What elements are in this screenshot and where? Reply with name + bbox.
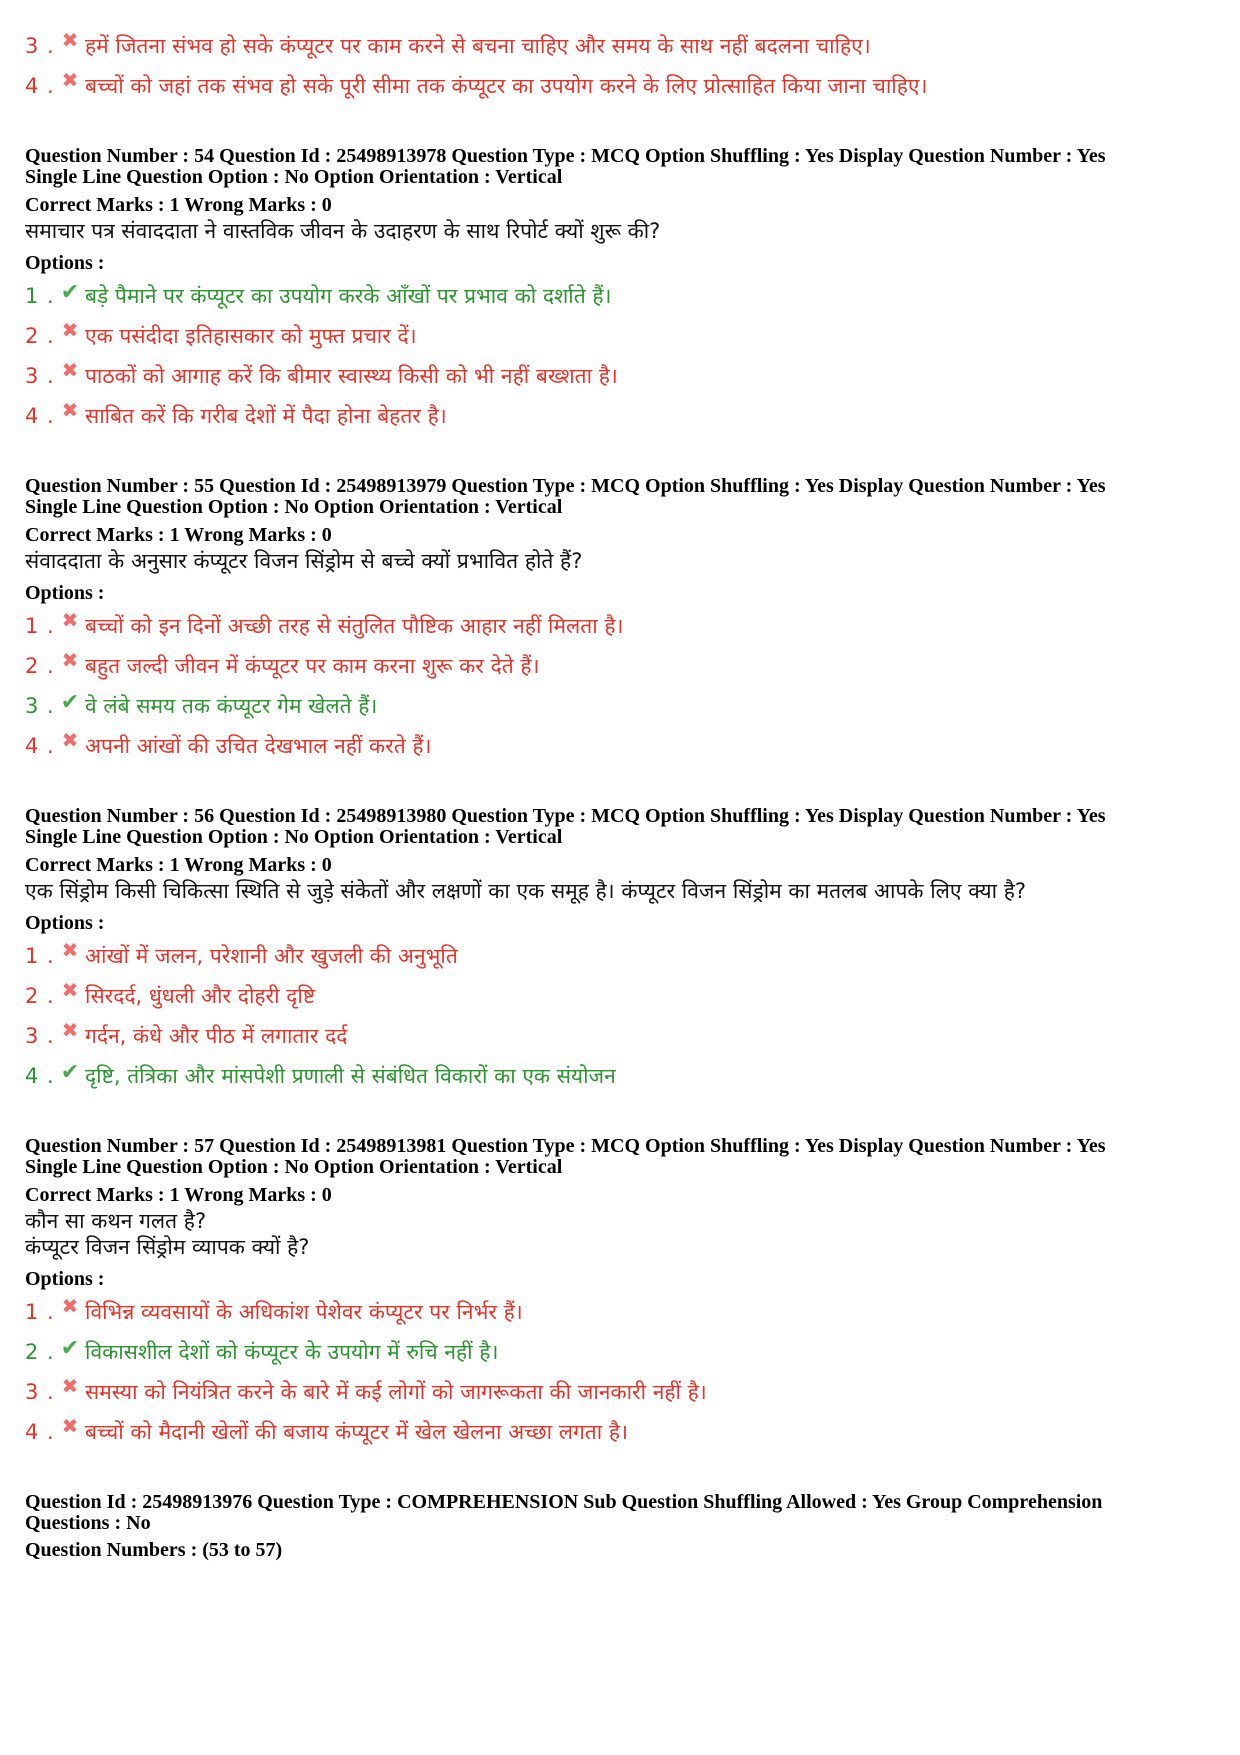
option-text: पाठकों को आगाह करें कि बीमार स्वास्थ्य किसी को भी नहीं बख्शता है। (85, 364, 618, 388)
marks-info: Correct Marks : 1 Wrong Marks : 0 (25, 524, 332, 546)
option-item: 4 . ✔ दृष्टि, तंत्रिका और मांसपेशी प्रणाली से संबंधित विकारों का एक संयोजन (25, 1059, 616, 1088)
meta-line: Single Line Question Option : No Option Orientation : Vertical (25, 496, 563, 518)
option-number: 3 (25, 1024, 39, 1048)
cross-icon: ✖ (61, 938, 79, 962)
check-icon: ✔ (60, 279, 80, 305)
option-item: 4 . ✖ बच्चों को मैदानी खेलों की बजाय कंप्यूटर में खेल खेलना अच्छा लगता है। (25, 1414, 629, 1444)
meta-line: Question Number : 54 Question Id : 25498913978 Question Type : MCQ Option Shuffling : Yes Display Question Number : Yes (25, 145, 1106, 167)
option-number: 2 (25, 1340, 39, 1364)
cross-icon: ✖ (61, 1294, 79, 1318)
cross-icon: ✖ (61, 1018, 79, 1042)
option-item: 1 . ✖ विभिन्न व्यवसायों के अधिकांश पेशेवर कंप्यूटर पर निर्भर हैं। (25, 1294, 523, 1324)
option-text: विकासशील देशों को कंप्यूटर के उपयोग में रुचि नहीं है। (85, 1340, 499, 1364)
cross-icon: ✖ (61, 978, 79, 1002)
question-meta (25, 1136, 1215, 1178)
option-item: 1 . ✖ आंखों में जलन, परेशानी और खुजली की अनुभूति (25, 938, 458, 968)
option-number: 4 (25, 404, 39, 428)
cross-icon: ✖ (61, 1414, 79, 1438)
option-number: 3 (25, 364, 39, 388)
option-text: एक पसंदीदा इतिहासकार को मुफ्त प्रचार दें। (85, 324, 417, 348)
option-text: बहुत जल्दी जीवन में कंप्यूटर पर काम करना शुरू कर देते हैं। (85, 654, 540, 678)
question-line: कौन सा कथन गलत है? (25, 1209, 207, 1233)
question-line: एक सिंड्रोम किसी चिकित्सा स्थिति से जुड़े संकेतों और लक्षणों का एक समूह है। कंप्यूटर विजन सिंड्रोम का मतलब आपके लिए क्या है? (25, 879, 1027, 903)
option-text: विभिन्न व्यवसायों के अधिकांश पेशेवर कंप्यूटर पर निर्भर हैं। (85, 1300, 523, 1324)
option-number: 3 (25, 694, 39, 718)
question-text (25, 1208, 1215, 1260)
question-text (25, 548, 1215, 574)
option-number: 1 (25, 944, 39, 968)
question-line: समाचार पत्र संवाददाता ने वास्तविक जीवन के उदाहरण के साथ रिपोर्ट क्यों शुरू की? (25, 219, 661, 243)
option-number: 2 (25, 324, 39, 348)
options-label: Options : (25, 252, 105, 274)
option-number: 2 (25, 984, 39, 1008)
option-text: समस्या को नियंत्रित करने के बारे में कई लोगों को जागरूकता की जानकारी नहीं है। (85, 1380, 707, 1404)
meta-line: Single Line Question Option : No Option Orientation : Vertical (25, 826, 563, 848)
cross-icon: ✖ (61, 358, 79, 382)
check-icon: ✔ (60, 1335, 80, 1361)
question-paper (25, 26, 1215, 1561)
option-item: 2 . ✔ विकासशील देशों को कंप्यूटर के उपयोग में रुचि नहीं है। (25, 1335, 499, 1364)
comprehension-line: Question Id : 25498913976 Question Type : COMPREHENSION Sub Question Shuffling Allowed : Yes Group Comprehension (25, 1491, 1103, 1513)
option-number: 3 (25, 34, 39, 58)
cross-icon: ✖ (61, 608, 79, 632)
meta-line: Single Line Question Option : No Option Orientation : Vertical (25, 166, 563, 188)
top-options (25, 26, 1215, 106)
check-icon: ✔ (60, 689, 80, 715)
options-label: Options : (25, 912, 105, 934)
question-block (25, 146, 1215, 436)
marks-info: Correct Marks : 1 Wrong Marks : 0 (25, 1184, 332, 1206)
option-item: 3 . ✖ हमें जितना संभव हो सके कंप्यूटर पर काम करने से बचना चाहिए और समय के साथ नहीं बदलना चाहिए। (25, 28, 871, 58)
option-text: बच्चों को मैदानी खेलों की बजाय कंप्यूटर में खेल खेलना अच्छा लगता है। (85, 1420, 629, 1444)
option-item: 2 . ✖ एक पसंदीदा इतिहासकार को मुफ्त प्रचार दें। (25, 318, 417, 348)
meta-line: Question Number : 56 Question Id : 25498913980 Question Type : MCQ Option Shuffling : Yes Display Question Number : Yes (25, 805, 1106, 827)
meta-line: Single Line Question Option : No Option Orientation : Vertical (25, 1156, 563, 1178)
option-number: 1 (25, 284, 39, 308)
question-numbers: Question Numbers : (53 to 57) (25, 1539, 283, 1561)
option-item: 3 . ✖ समस्या को नियंत्रित करने के बारे में कई लोगों को जागरूकता की जानकारी नहीं है। (25, 1374, 707, 1404)
option-item: 1 . ✔ बड़े पैमाने पर कंप्यूटर का उपयोग करके आँखों पर प्रभाव को दर्शाते हैं। (25, 279, 612, 308)
marks-info: Correct Marks : 1 Wrong Marks : 0 (25, 194, 332, 216)
question-meta (25, 476, 1215, 518)
question-block (25, 1136, 1215, 1452)
option-item: 2 . ✖ सिरदर्द, धुंधली और दोहरी दृष्टि (25, 978, 316, 1008)
question-line: कंप्यूटर विजन सिंड्रोम व्यापक क्यों है? (25, 1235, 310, 1259)
option-text: गर्दन, कंधे और पीठ में लगातार दर्द (85, 1024, 348, 1048)
option-item: 1 . ✖ बच्चों को इन दिनों अच्छी तरह से संतुलित पौष्टिक आहार नहीं मिलता है। (25, 608, 624, 638)
meta-line: Question Number : 57 Question Id : 25498913981 Question Type : MCQ Option Shuffling : Yes Display Question Number : Yes (25, 1135, 1106, 1157)
cross-icon: ✖ (61, 318, 79, 342)
comprehension-info (25, 1492, 1215, 1561)
option-item: 4 . ✖ बच्चों को जहां तक संभव हो सके पूरी सीमा तक कंप्यूटर का उपयोग करने के लिए प्रोत्साहित किया जाना चाहिए। (25, 68, 928, 98)
option-item: 3 . ✖ गर्दन, कंधे और पीठ में लगातार दर्द (25, 1018, 348, 1048)
options-label: Options : (25, 1268, 105, 1290)
option-number: 4 (25, 1420, 39, 1444)
question-block (25, 476, 1215, 766)
option-text: बच्चों को इन दिनों अच्छी तरह से संतुलित पौष्टिक आहार नहीं मिलता है। (85, 614, 624, 638)
option-number: 4 (25, 74, 39, 98)
question-block (25, 806, 1215, 1096)
option-number: 4 (25, 734, 39, 758)
option-text: साबित करें कि गरीब देशों में पैदा होना बेहतर है। (85, 404, 447, 428)
option-text: बच्चों को जहां तक संभव हो सके पूरी सीमा तक कंप्यूटर का उपयोग करने के लिए प्रोत्साहित किया जाना चाहिए। (85, 74, 928, 98)
options-label: Options : (25, 582, 105, 604)
cross-icon: ✖ (61, 28, 79, 52)
option-number: 2 (25, 654, 39, 678)
marks-info: Correct Marks : 1 Wrong Marks : 0 (25, 854, 332, 876)
cross-icon: ✖ (61, 68, 79, 92)
option-number: 1 (25, 1300, 39, 1324)
option-text: हमें जितना संभव हो सके कंप्यूटर पर काम करने से बचना चाहिए और समय के साथ नहीं बदलना चाहिए। (85, 34, 871, 58)
cross-icon: ✖ (61, 1374, 79, 1398)
option-text: दृष्टि, तंत्रिका और मांसपेशी प्रणाली से संबंधित विकारों का एक संयोजन (85, 1064, 616, 1088)
option-item: 3 . ✖ पाठकों को आगाह करें कि बीमार स्वास्थ्य किसी को भी नहीं बख्शता है। (25, 358, 618, 388)
option-item: 4 . ✖ अपनी आंखों की उचित देखभाल नहीं करते हैं। (25, 728, 432, 758)
option-text: सिरदर्द, धुंधली और दोहरी दृष्टि (85, 984, 316, 1008)
option-text: वे लंबे समय तक कंप्यूटर गेम खेलते हैं। (85, 694, 378, 718)
check-icon: ✔ (60, 1059, 80, 1085)
option-text: आंखों में जलन, परेशानी और खुजली की अनुभूति (85, 944, 458, 968)
question-meta (25, 806, 1215, 848)
cross-icon: ✖ (61, 728, 79, 752)
comprehension-line: Questions : No (25, 1512, 151, 1534)
option-number: 4 (25, 1064, 39, 1088)
question-text (25, 218, 1215, 244)
cross-icon: ✖ (61, 648, 79, 672)
question-text (25, 878, 1215, 904)
option-item: 4 . ✖ साबित करें कि गरीब देशों में पैदा होना बेहतर है। (25, 398, 447, 428)
question-line: संवाददाता के अनुसार कंप्यूटर विजन सिंड्रोम से बच्चे क्यों प्रभावित होते हैं? (25, 549, 583, 573)
option-item: 3 . ✔ वे लंबे समय तक कंप्यूटर गेम खेलते हैं। (25, 689, 378, 718)
option-item: 2 . ✖ बहुत जल्दी जीवन में कंप्यूटर पर काम करना शुरू कर देते हैं। (25, 648, 540, 678)
question-meta (25, 146, 1215, 188)
option-text: बड़े पैमाने पर कंप्यूटर का उपयोग करके आँखों पर प्रभाव को दर्शाते हैं। (85, 284, 612, 308)
cross-icon: ✖ (61, 398, 79, 422)
option-number: 3 (25, 1380, 39, 1404)
option-number: 1 (25, 614, 39, 638)
meta-line: Question Number : 55 Question Id : 25498913979 Question Type : MCQ Option Shuffling : Yes Display Question Number : Yes (25, 475, 1106, 497)
option-text: अपनी आंखों की उचित देखभाल नहीं करते हैं। (85, 734, 432, 758)
